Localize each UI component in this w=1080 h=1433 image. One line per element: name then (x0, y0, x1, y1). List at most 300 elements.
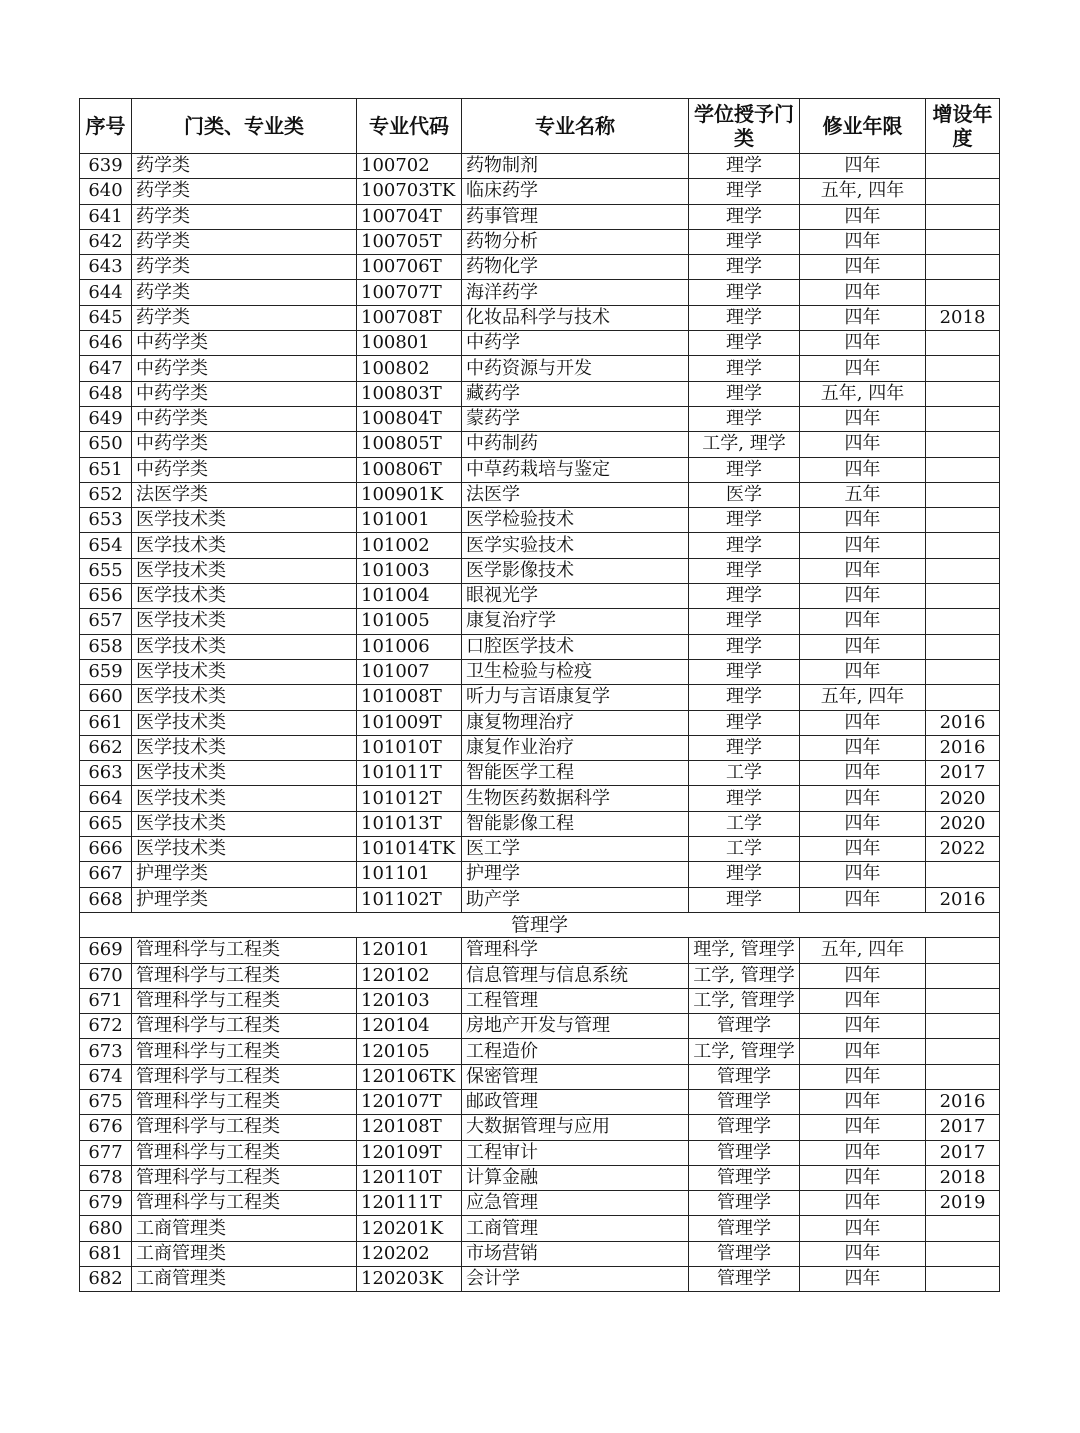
cell-degree: 理学 (689, 305, 800, 330)
cell-code: 120101 (357, 938, 462, 963)
cell-added: 2020 (926, 786, 1000, 811)
cell-added (926, 381, 1000, 406)
cell-code: 100806T (357, 457, 462, 482)
cell-added: 2017 (926, 1140, 1000, 1165)
cell-degree: 理学 (689, 406, 800, 431)
cell-years: 四年 (800, 887, 926, 912)
cell-name: 药事管理 (462, 204, 689, 229)
table-row (80, 1241, 1000, 1266)
cell-seq: 671 (80, 988, 132, 1013)
cell-seq: 663 (80, 761, 132, 786)
cell-added (926, 406, 1000, 431)
table-row (80, 685, 1000, 710)
cell-years: 四年 (800, 331, 926, 356)
cell-seq: 640 (80, 179, 132, 204)
cell-seq: 666 (80, 837, 132, 862)
cell-seq: 675 (80, 1089, 132, 1114)
cell-added (926, 862, 1000, 887)
section-management (80, 912, 1000, 937)
cell-added (926, 432, 1000, 457)
cell-years: 四年 (800, 609, 926, 634)
cell-degree: 工学, 理学 (689, 432, 800, 457)
cell-years: 四年 (800, 1241, 926, 1266)
cell-added (926, 356, 1000, 381)
cell-seq: 673 (80, 1039, 132, 1064)
cell-code: 101014TK (357, 837, 462, 862)
cell-added (926, 331, 1000, 356)
cell-added (926, 1039, 1000, 1064)
cell-added (926, 280, 1000, 305)
cell-years: 四年 (800, 1267, 926, 1292)
cell-name: 生物医药数据科学 (462, 786, 689, 811)
cell-code: 100805T (357, 432, 462, 457)
cell-category: 中药学类 (132, 457, 357, 482)
cell-category: 医学技术类 (132, 761, 357, 786)
cell-code: 101007 (357, 659, 462, 684)
cell-added: 2022 (926, 837, 1000, 862)
cell-seq: 678 (80, 1165, 132, 1190)
cell-added (926, 508, 1000, 533)
cell-name: 助产学 (462, 887, 689, 912)
cell-name: 市场营销 (462, 1241, 689, 1266)
cell-added (926, 457, 1000, 482)
cell-seq: 667 (80, 862, 132, 887)
cell-degree: 理学, 管理学 (689, 938, 800, 963)
cell-degree: 理学 (689, 685, 800, 710)
cell-category: 法医学类 (132, 482, 357, 507)
cell-degree: 理学 (689, 154, 800, 179)
cell-name: 药物分析 (462, 229, 689, 254)
cell-name: 保密管理 (462, 1064, 689, 1089)
cell-code: 120203K (357, 1267, 462, 1292)
cell-years: 四年 (800, 786, 926, 811)
cell-category: 护理学类 (132, 887, 357, 912)
cell-years: 四年 (800, 1089, 926, 1114)
table-row (80, 457, 1000, 482)
cell-category: 管理科学与工程类 (132, 1064, 357, 1089)
cell-name: 中药制药 (462, 432, 689, 457)
cell-category: 管理科学与工程类 (132, 988, 357, 1013)
cell-code: 120103 (357, 988, 462, 1013)
cell-category: 管理科学与工程类 (132, 938, 357, 963)
cell-years: 五年, 四年 (800, 938, 926, 963)
cell-name: 海洋药学 (462, 280, 689, 305)
cell-category: 医学技术类 (132, 634, 357, 659)
cell-code: 101101 (357, 862, 462, 887)
table-row (80, 988, 1000, 1013)
cell-category: 医学技术类 (132, 584, 357, 609)
cell-code: 101010T (357, 735, 462, 760)
cell-added (926, 1267, 1000, 1292)
cell-added (926, 988, 1000, 1013)
table-row (80, 381, 1000, 406)
table-row (80, 331, 1000, 356)
cell-degree: 理学 (689, 584, 800, 609)
cell-years: 四年 (800, 508, 926, 533)
cell-category: 药学类 (132, 255, 357, 280)
cell-category: 中药学类 (132, 331, 357, 356)
cell-added (926, 659, 1000, 684)
cell-added (926, 1216, 1000, 1241)
cell-degree: 理学 (689, 457, 800, 482)
cell-degree: 工学, 管理学 (689, 1039, 800, 1064)
cell-code: 100802 (357, 356, 462, 381)
cell-degree: 理学 (689, 204, 800, 229)
cell-years: 四年 (800, 1039, 926, 1064)
cell-category: 药学类 (132, 280, 357, 305)
cell-name: 工程造价 (462, 1039, 689, 1064)
cell-name: 智能医学工程 (462, 761, 689, 786)
cell-category: 管理科学与工程类 (132, 1089, 357, 1114)
cell-name: 智能影像工程 (462, 811, 689, 836)
table-row (80, 887, 1000, 912)
table-row (80, 1267, 1000, 1292)
cell-added: 2016 (926, 710, 1000, 735)
cell-code: 120106TK (357, 1064, 462, 1089)
cell-seq: 641 (80, 204, 132, 229)
cell-seq: 682 (80, 1267, 132, 1292)
table-row (80, 280, 1000, 305)
cell-added (926, 482, 1000, 507)
cell-years: 四年 (800, 255, 926, 280)
table-row (80, 154, 1000, 179)
cell-degree: 理学 (689, 331, 800, 356)
cell-years: 四年 (800, 305, 926, 330)
cell-degree: 工学 (689, 811, 800, 836)
cell-code: 100801 (357, 331, 462, 356)
cell-code: 100803T (357, 381, 462, 406)
cell-code: 100706T (357, 255, 462, 280)
cell-years: 四年 (800, 1191, 926, 1216)
cell-code: 100707T (357, 280, 462, 305)
cell-name: 卫生检验与检疫 (462, 659, 689, 684)
table-row (80, 710, 1000, 735)
cell-category: 管理科学与工程类 (132, 1140, 357, 1165)
majors-table (79, 98, 1000, 1292)
table-row (80, 432, 1000, 457)
cell-seq: 651 (80, 457, 132, 482)
cell-name: 中草药栽培与鉴定 (462, 457, 689, 482)
cell-degree: 理学 (689, 659, 800, 684)
cell-seq: 656 (80, 584, 132, 609)
table-row (80, 963, 1000, 988)
cell-degree: 理学 (689, 255, 800, 280)
cell-seq: 672 (80, 1014, 132, 1039)
cell-code: 120111T (357, 1191, 462, 1216)
cell-category: 医学技术类 (132, 533, 357, 558)
cell-degree: 理学 (689, 179, 800, 204)
cell-category: 中药学类 (132, 356, 357, 381)
cell-code: 120108T (357, 1115, 462, 1140)
cell-seq: 659 (80, 659, 132, 684)
cell-degree: 工学 (689, 761, 800, 786)
table-row (80, 735, 1000, 760)
cell-category: 工商管理类 (132, 1267, 357, 1292)
cell-degree: 理学 (689, 229, 800, 254)
table-row (80, 558, 1000, 583)
table-row (80, 634, 1000, 659)
cell-degree: 理学 (689, 862, 800, 887)
cell-seq: 642 (80, 229, 132, 254)
cell-degree: 医学 (689, 482, 800, 507)
cell-name: 医学实验技术 (462, 533, 689, 558)
table-row (80, 584, 1000, 609)
cell-degree: 理学 (689, 558, 800, 583)
cell-years: 五年, 四年 (800, 685, 926, 710)
cell-category: 医学技术类 (132, 837, 357, 862)
cell-category: 药学类 (132, 154, 357, 179)
header-added: 增设年度 (926, 99, 1000, 154)
cell-years: 四年 (800, 710, 926, 735)
cell-name: 中药学 (462, 331, 689, 356)
cell-years: 四年 (800, 1014, 926, 1039)
cell-added (926, 204, 1000, 229)
cell-degree: 理学 (689, 634, 800, 659)
cell-seq: 670 (80, 963, 132, 988)
cell-seq: 662 (80, 735, 132, 760)
table-row (80, 356, 1000, 381)
cell-added (926, 609, 1000, 634)
cell-name: 管理科学 (462, 938, 689, 963)
cell-years: 四年 (800, 457, 926, 482)
cell-code: 101102T (357, 887, 462, 912)
cell-years: 四年 (800, 1140, 926, 1165)
cell-name: 药物制剂 (462, 154, 689, 179)
cell-seq: 650 (80, 432, 132, 457)
cell-code: 120107T (357, 1089, 462, 1114)
table-row (80, 1165, 1000, 1190)
cell-code: 100703TK (357, 179, 462, 204)
cell-degree: 理学 (689, 887, 800, 912)
cell-added (926, 179, 1000, 204)
cell-name: 会计学 (462, 1267, 689, 1292)
cell-degree: 管理学 (689, 1191, 800, 1216)
cell-name: 大数据管理与应用 (462, 1115, 689, 1140)
cell-seq: 646 (80, 331, 132, 356)
cell-added (926, 154, 1000, 179)
cell-added: 2017 (926, 761, 1000, 786)
cell-degree: 管理学 (689, 1241, 800, 1266)
cell-name: 信息管理与信息系统 (462, 963, 689, 988)
cell-category: 医学技术类 (132, 558, 357, 583)
cell-code: 101001 (357, 508, 462, 533)
cell-category: 管理科学与工程类 (132, 1014, 357, 1039)
table-row (80, 1115, 1000, 1140)
header-name: 专业名称 (462, 99, 689, 154)
cell-code: 100708T (357, 305, 462, 330)
cell-name: 医工学 (462, 837, 689, 862)
cell-name: 蒙药学 (462, 406, 689, 431)
cell-added (926, 533, 1000, 558)
cell-name: 房地产开发与管理 (462, 1014, 689, 1039)
cell-seq: 660 (80, 685, 132, 710)
cell-years: 四年 (800, 862, 926, 887)
cell-category: 药学类 (132, 204, 357, 229)
header-seq: 序号 (80, 99, 132, 154)
table-row (80, 204, 1000, 229)
table-row (80, 1064, 1000, 1089)
table-row (80, 1089, 1000, 1114)
cell-degree: 工学, 管理学 (689, 988, 800, 1013)
cell-code: 120201K (357, 1216, 462, 1241)
cell-added (926, 963, 1000, 988)
cell-category: 中药学类 (132, 381, 357, 406)
cell-years: 四年 (800, 280, 926, 305)
cell-years: 四年 (800, 1064, 926, 1089)
cell-code: 101005 (357, 609, 462, 634)
cell-name: 康复治疗学 (462, 609, 689, 634)
cell-code: 101006 (357, 634, 462, 659)
table-row (80, 482, 1000, 507)
cell-seq: 674 (80, 1064, 132, 1089)
cell-category: 药学类 (132, 179, 357, 204)
cell-seq: 665 (80, 811, 132, 836)
cell-code: 100705T (357, 229, 462, 254)
cell-degree: 工学 (689, 837, 800, 862)
cell-code: 101011T (357, 761, 462, 786)
cell-code: 101012T (357, 786, 462, 811)
table-row (80, 609, 1000, 634)
cell-seq: 668 (80, 887, 132, 912)
cell-added: 2016 (926, 1089, 1000, 1114)
cell-name: 药物化学 (462, 255, 689, 280)
cell-name: 护理学 (462, 862, 689, 887)
cell-code: 100702 (357, 154, 462, 179)
cell-seq: 647 (80, 356, 132, 381)
cell-seq: 658 (80, 634, 132, 659)
cell-category: 医学技术类 (132, 659, 357, 684)
cell-code: 101002 (357, 533, 462, 558)
table-row (80, 1191, 1000, 1216)
cell-degree: 管理学 (689, 1014, 800, 1039)
cell-name: 工程审计 (462, 1140, 689, 1165)
cell-seq: 654 (80, 533, 132, 558)
cell-category: 医学技术类 (132, 811, 357, 836)
table-row (80, 508, 1000, 533)
table-row (80, 862, 1000, 887)
cell-category: 管理科学与工程类 (132, 1115, 357, 1140)
cell-degree: 理学 (689, 356, 800, 381)
cell-degree: 管理学 (689, 1089, 800, 1114)
cell-name: 计算金融 (462, 1165, 689, 1190)
cell-seq: 657 (80, 609, 132, 634)
cell-category: 医学技术类 (132, 710, 357, 735)
cell-category: 管理科学与工程类 (132, 1191, 357, 1216)
cell-category: 医学技术类 (132, 735, 357, 760)
cell-seq: 680 (80, 1216, 132, 1241)
table-row (80, 1039, 1000, 1064)
table-row (80, 811, 1000, 836)
table-row (80, 659, 1000, 684)
table-row (80, 837, 1000, 862)
cell-added (926, 1241, 1000, 1266)
cell-years: 四年 (800, 533, 926, 558)
cell-years: 四年 (800, 735, 926, 760)
cell-degree: 管理学 (689, 1216, 800, 1241)
cell-years: 四年 (800, 229, 926, 254)
cell-degree: 理学 (689, 381, 800, 406)
cell-years: 五年, 四年 (800, 179, 926, 204)
table-row (80, 938, 1000, 963)
cell-years: 五年 (800, 482, 926, 507)
cell-category: 工商管理类 (132, 1241, 357, 1266)
cell-years: 四年 (800, 1216, 926, 1241)
cell-code: 120202 (357, 1241, 462, 1266)
cell-degree: 理学 (689, 609, 800, 634)
cell-seq: 681 (80, 1241, 132, 1266)
cell-degree: 理学 (689, 710, 800, 735)
cell-code: 101013T (357, 811, 462, 836)
header-degree: 学位授予门类 (689, 99, 800, 154)
cell-seq: 652 (80, 482, 132, 507)
cell-degree: 管理学 (689, 1140, 800, 1165)
cell-seq: 669 (80, 938, 132, 963)
cell-years: 四年 (800, 204, 926, 229)
section-row (80, 912, 1000, 937)
cell-code: 120104 (357, 1014, 462, 1039)
header-code: 专业代码 (357, 99, 462, 154)
table-row (80, 305, 1000, 330)
cell-seq: 639 (80, 154, 132, 179)
cell-category: 中药学类 (132, 406, 357, 431)
cell-code: 100704T (357, 204, 462, 229)
cell-name: 康复作业治疗 (462, 735, 689, 760)
table-row (80, 786, 1000, 811)
cell-years: 四年 (800, 558, 926, 583)
cell-years: 四年 (800, 406, 926, 431)
cell-years: 四年 (800, 1115, 926, 1140)
cell-years: 四年 (800, 432, 926, 457)
cell-category: 医学技术类 (132, 786, 357, 811)
cell-name: 工商管理 (462, 1216, 689, 1241)
cell-name: 眼视光学 (462, 584, 689, 609)
cell-years: 四年 (800, 154, 926, 179)
cell-added: 2018 (926, 305, 1000, 330)
header-years: 修业年限 (800, 99, 926, 154)
cell-added (926, 558, 1000, 583)
cell-name: 藏药学 (462, 381, 689, 406)
cell-degree: 理学 (689, 533, 800, 558)
cell-seq: 648 (80, 381, 132, 406)
cell-added: 2019 (926, 1191, 1000, 1216)
cell-code: 120110T (357, 1165, 462, 1190)
cell-category: 护理学类 (132, 862, 357, 887)
table-row (80, 179, 1000, 204)
table-row (80, 255, 1000, 280)
cell-degree: 管理学 (689, 1064, 800, 1089)
cell-years: 四年 (800, 356, 926, 381)
cell-degree: 理学 (689, 735, 800, 760)
cell-category: 医学技术类 (132, 609, 357, 634)
cell-years: 四年 (800, 1165, 926, 1190)
cell-category: 管理科学与工程类 (132, 963, 357, 988)
cell-category: 管理科学与工程类 (132, 1165, 357, 1190)
cell-name: 法医学 (462, 482, 689, 507)
table-row (80, 761, 1000, 786)
cell-added (926, 938, 1000, 963)
cell-years: 四年 (800, 811, 926, 836)
header-category: 门类、专业类 (132, 99, 357, 154)
cell-seq: 653 (80, 508, 132, 533)
cell-seq: 643 (80, 255, 132, 280)
cell-name: 工程管理 (462, 988, 689, 1013)
cell-code: 101008T (357, 685, 462, 710)
table-body-management (80, 938, 1000, 1292)
cell-added (926, 685, 1000, 710)
cell-category: 医学技术类 (132, 685, 357, 710)
cell-code: 100901K (357, 482, 462, 507)
table-body-medicine (80, 154, 1000, 913)
